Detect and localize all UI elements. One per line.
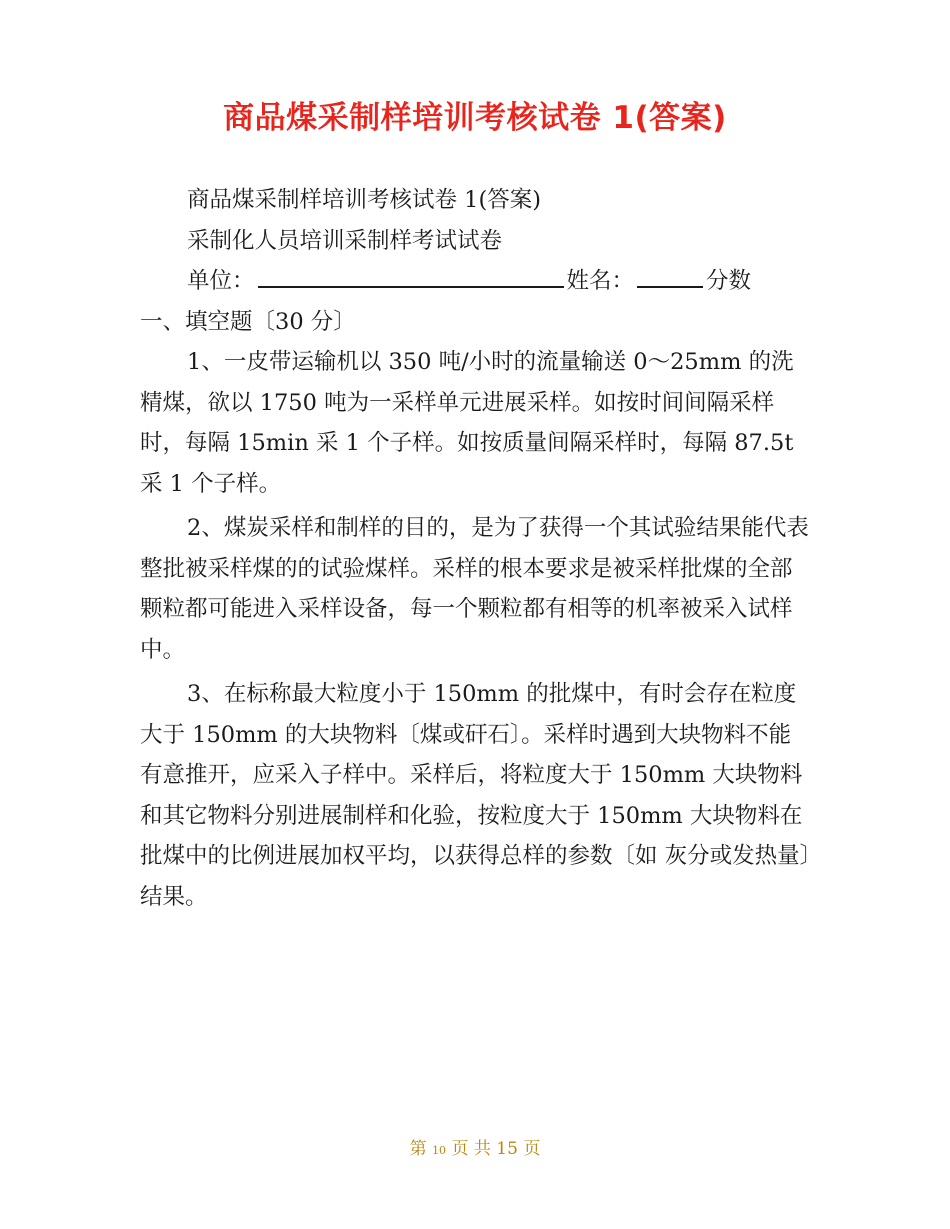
question-1: 1、一皮带运输机以 350 吨/小时的流量输送 0～25mm 的洗精煤，欲以 1750 吨为一采样单元进展采样。如按时间间隔采样时，每隔 15min 采 1 个子样。如按质量间隔采样时，每隔 87.5t 采 1 个子样。: [140, 349, 794, 497]
document-body: [140, 180, 812, 917]
question-2: 2、煤炭采样和制样的目的，是为了获得一个其试验结果能代表整批被采样煤的的试验煤样。采样的根本要求是被采样批煤的全部颗粒都可能进入采样设备，每一个颗粒都有相等的机率被采入试样中。: [140, 515, 809, 663]
info-form-row: [140, 261, 812, 302]
footer-total-pages: 15: [496, 1139, 518, 1159]
question-3: 3、在标称最大粒度小于 150mm 的批煤中，有时会存在粒度大于 150mm 的大块物料〔煤或矸石〕。采样时遇到大块物料不能有意推开，应采入子样中。采样后，将粒度大于 150mm 大块物料和其它物料分别进展制样和化验，按粒度大于 150mm 大块物料在批煤中的比例进展加权平均，以获得总样的参数〔如 灰分或发热量〕结果。: [140, 681, 811, 910]
footer-middle: 页 共: [451, 1139, 491, 1159]
footer-prefix: 第: [409, 1139, 427, 1159]
document-title: 商品煤采制样培训考核试卷 1(答案): [223, 100, 727, 136]
page-footer: [0, 1134, 950, 1159]
footer-suffix: 页: [523, 1139, 541, 1159]
name-label: 姓名：: [566, 268, 635, 294]
name-field[interactable]: [637, 266, 703, 288]
subtitle: 商品煤采制样培训考核试卷 1(答案): [187, 187, 542, 213]
section-heading: 一、填空题〔30 分〕: [140, 308, 356, 335]
score-label: 分数: [706, 268, 752, 294]
exam-name: 采制化人员培训采制样考试试卷: [187, 227, 503, 254]
unit-label: 单位：: [187, 268, 255, 294]
footer-current-page: 10: [432, 1144, 447, 1157]
unit-field[interactable]: [258, 266, 564, 288]
